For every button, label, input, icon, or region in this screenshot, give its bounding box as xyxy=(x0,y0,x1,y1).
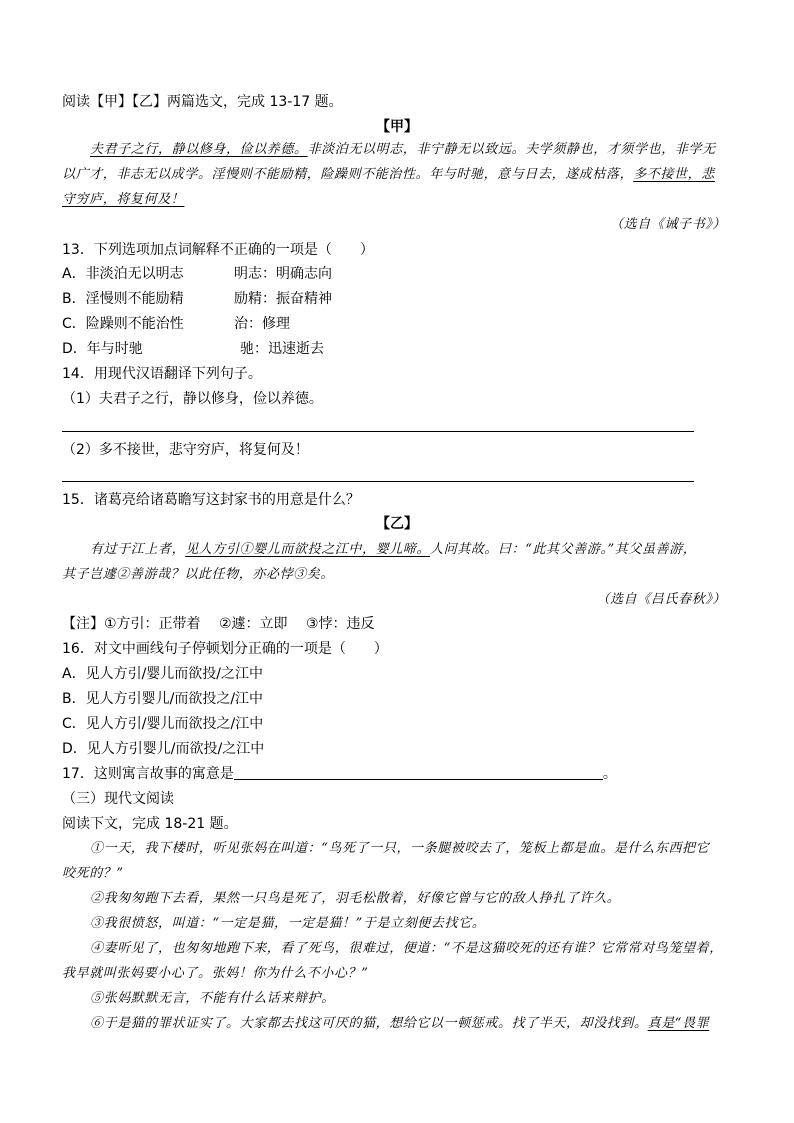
passage-text: 非淡泊无以明志，非宁静无以致远。夫学须静也，才须学也，非学无 xyxy=(307,142,716,157)
option-gloss: 驰：迅速逝去 xyxy=(240,341,324,357)
jia-passage-line-2 xyxy=(62,165,715,185)
jia-source: （选自《诫子书》） xyxy=(610,217,726,232)
modern-para-4: ④妻听见了，也匆匆地跑下来，看了死鸟，很难过，便道：“不是这猫咬死的还有谁？它常常对鸟笼望着， xyxy=(90,941,723,956)
modern-para-4-cont: 我早就叫张妈要小心了。张妈！你为什么不小心？” xyxy=(62,966,369,981)
yi-source: （选自《吕氏春秋》） xyxy=(596,592,726,607)
jia-passage-line-1 xyxy=(90,140,716,160)
underlined-sentence: 夫君子之行，静以修身，俭以养德。 xyxy=(90,142,308,157)
yi-heading: 【乙】 xyxy=(376,516,418,532)
yi-passage-line-1 xyxy=(90,540,696,560)
answer-line[interactable] xyxy=(62,481,694,482)
q14-sentence-2: （2）多不接世，悲守穷庐，将复何及！ xyxy=(62,442,309,458)
section-intro: 阅读【甲】【乙】两篇选文，完成 13-17 题。 xyxy=(62,94,343,110)
q16-option-c: C．见人方引/婴儿而欲投之/江中 xyxy=(62,716,264,732)
jia-heading: 【甲】 xyxy=(376,119,418,135)
q14-stem: 14．用现代汉语翻译下列句子。 xyxy=(62,366,262,382)
q13-stem: 13．下列选项加点词解释不正确的一项是（ ） xyxy=(62,242,374,258)
option-label: C．险躁则不能治性 xyxy=(62,316,184,332)
q16-stem: 16．对文中画线句子停顿划分正确的一项是（ ） xyxy=(62,641,388,657)
q14-sentence-1: （1）夫君子之行，静以修身，俭以养德。 xyxy=(62,391,323,407)
modern-para-1: ①一天，我下楼时，听见张妈在叫道：“鸟死了一只，一条腿被咬去了，笼板上都是血。是什么东西把它 xyxy=(90,841,710,856)
modern-para-5: ⑤张妈默默无言，不能有什么话来辩护。 xyxy=(90,991,335,1006)
q13-option-c xyxy=(62,314,290,334)
q15-stem: 15．诸葛亮给诸葛瞻写这封家书的用意是什么？ xyxy=(62,492,360,508)
q17-stem: 17．这则寓言故事的寓意是 xyxy=(62,766,234,782)
answer-line[interactable] xyxy=(62,431,694,432)
underlined-sentence: 多不接世，悲 xyxy=(633,167,715,182)
q17-end: 。 xyxy=(602,766,617,782)
option-gloss: 励精：振奋精神 xyxy=(234,291,332,307)
q16-option-d: D．见人方引婴儿/而欲投/之江中 xyxy=(62,741,265,757)
passage-text: 人问其故。曰：“此其父善游。”其父虽善游， xyxy=(430,542,697,557)
option-label: A．非淡泊无以明志 xyxy=(62,266,184,282)
modern-para-6 xyxy=(90,1014,709,1034)
q16-option-a: A．见人方引/婴儿而欲投/之江中 xyxy=(62,666,264,682)
underlined-sentence: 守穷庐，将复何及！ xyxy=(62,192,185,207)
yi-passage-line-2: 其子岂遽②善游哉？以此任物，亦必悖③矣。 xyxy=(62,567,335,582)
yi-notes: 【注】①方引：正带着 ②遽：立即 ③悖：违反 xyxy=(62,616,375,632)
q16-option-b: B．见人方引婴儿/而欲投之/江中 xyxy=(62,691,264,707)
q17-answer-blank[interactable] xyxy=(234,765,603,780)
option-label: B．淫慢则不能励精 xyxy=(62,291,184,307)
section3-intro: 阅读下文，完成 18-21 题。 xyxy=(62,816,238,832)
q13-option-a xyxy=(62,264,332,284)
q13-option-d xyxy=(62,339,324,359)
passage-text: ⑥于是猫的罪状证实了。大家都去找这可厌的猫，想给它以一顿惩戒。找了半天，却没找到。 xyxy=(90,1016,648,1031)
modern-para-3: ③我很愤怒，叫道：“一定是猫，一定是猫！”于是立刻便去找它。 xyxy=(90,916,486,931)
option-gloss: 治：修理 xyxy=(234,316,290,332)
modern-para-2: ②我匆匆跑下去看，果然一只鸟是死了，羽毛松散着，好像它曾与它的敌人挣扎了许久。 xyxy=(90,891,621,906)
jia-passage-line-3 xyxy=(62,190,184,210)
q13-option-b xyxy=(62,289,332,309)
underlined-sentence: 真是“畏罪 xyxy=(647,1016,710,1031)
underlined-sentence: 见人方引①婴儿而欲投之江中，婴儿啼。 xyxy=(185,542,431,557)
passage-text: 有过于江上者， xyxy=(90,542,186,557)
option-label: D．年与时驰 xyxy=(62,341,143,357)
passage-text: 以广才，非志无以成学。淫慢则不能励精，险躁则不能治性。年与时驰，意与日去，遂成枯落， xyxy=(62,167,634,182)
modern-para-1-cont: 咬死的？” xyxy=(62,866,124,881)
section3-heading: （三）现代文阅读 xyxy=(62,791,174,807)
q17-line xyxy=(62,764,617,784)
option-gloss: 明志：明确志向 xyxy=(234,266,332,282)
